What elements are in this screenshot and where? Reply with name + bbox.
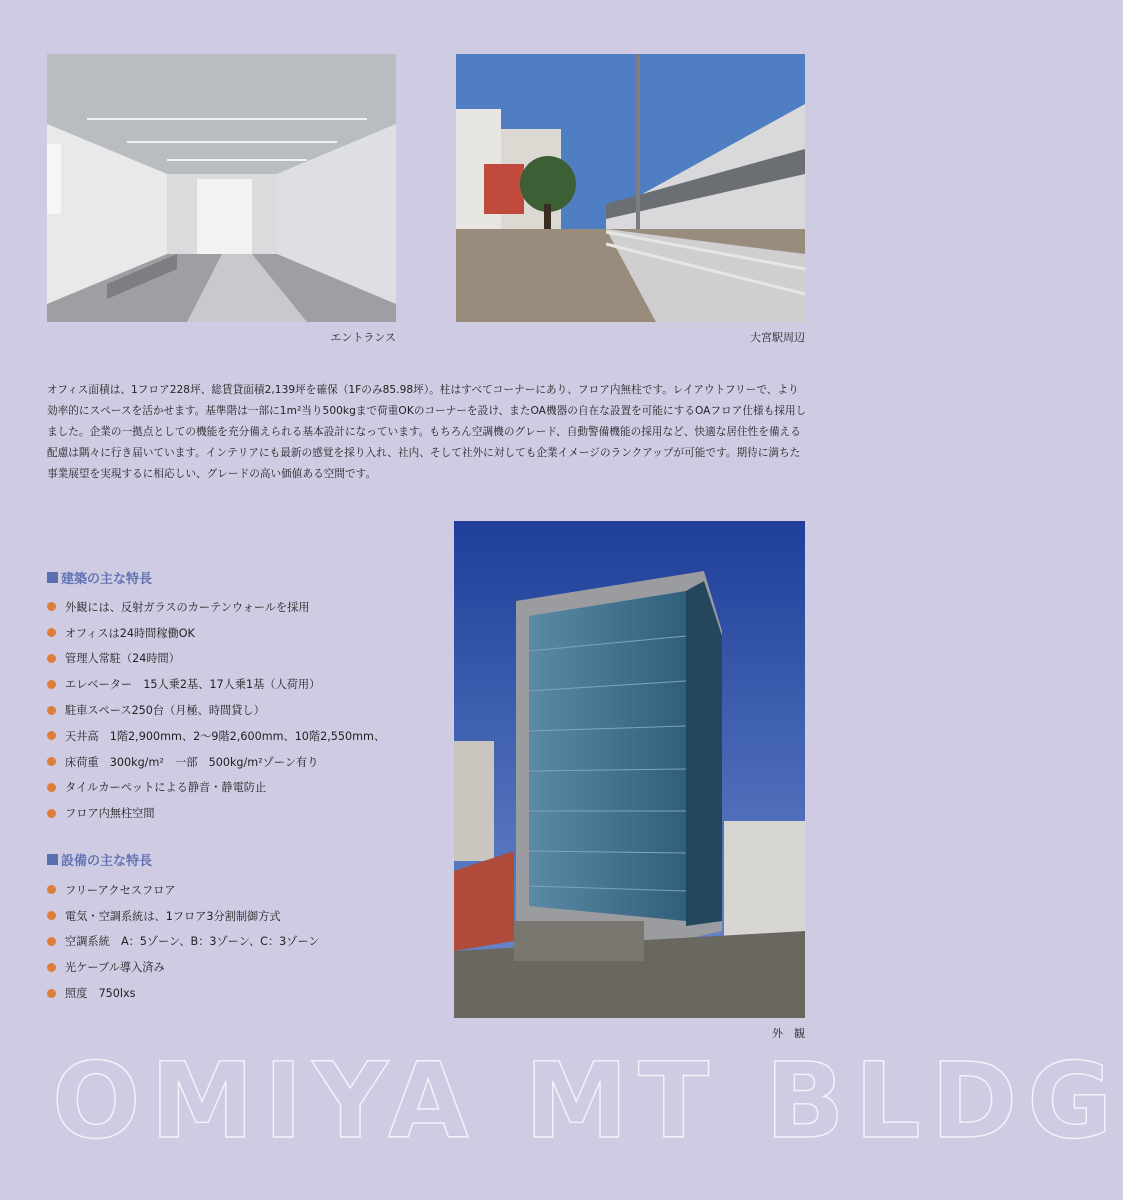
bullet-icon	[47, 731, 56, 740]
list-item: 照度 750lxs	[47, 980, 320, 1006]
building-features-heading	[47, 568, 152, 587]
bullet-icon	[47, 654, 56, 663]
equipment-features-list	[47, 877, 320, 1006]
entrance-caption: エントランス	[330, 331, 396, 344]
bullet-icon	[47, 602, 56, 611]
heading-square-icon	[47, 572, 58, 583]
list-item: 駐車スペース250台（月極、時間貸し）	[47, 697, 385, 723]
description-paragraph: オフィス面積は、1フロア228坪、総賃貸面積2,139坪を確保（1Fのみ85.98坪）。柱はすべてコーナーにあり、フロア内無柱です。レイアウトフリーで、より効率的にスペースを活かせます。基準階は一部に1m²当り500kgまで荷重OKのコーナーを設け、またOA機器の自在な設置を可能にするOAフロア仕様も採用しました。企業の一拠点としての機能を充分備えられる基本設計になっています。もちろん空調機のグレード、自動警備機能の採用など、快適な居住性を備える配慮は隅々に行き届いています。インテリアにも最新の感覚を採り入れ、社内、そして社外に対しても企業イメージのランクアップが可能です。期待に満ちた事業展望を実現するに相応しい、グレードの高い価値ある空間です。	[47, 384, 807, 480]
list-item: 空調系統 A：5ゾーン、B：3ゾーン、C：3ゾーン	[47, 929, 320, 955]
bullet-icon	[47, 757, 56, 766]
station-caption: 大宮駅周辺	[750, 331, 805, 344]
list-item: 天井高 1階2,900mm、2〜9階2,600mm、10階2,550mm、	[47, 723, 385, 749]
bullet-icon	[47, 783, 56, 792]
list-item: タイルカーペットによる静音・静電防止	[47, 775, 385, 801]
building-name-watermark: OMIYA MT BLDG	[52, 1040, 1123, 1162]
bullet-icon	[47, 963, 56, 972]
list-item: フロア内無柱空間	[47, 800, 385, 826]
list-item: フリーアクセスフロア	[47, 877, 320, 903]
building-features-title: 建築の主な特長	[61, 572, 153, 587]
list-item: エレベーター 15人乗2基、17人乗1基（人荷用）	[47, 671, 385, 697]
list-item: 光ケーブル導入済み	[47, 954, 320, 980]
list-item: 床荷重 300kg/m² 一部 500kg/m²ゾーン有り	[47, 749, 385, 775]
heading-square-icon	[47, 854, 58, 865]
exterior-caption: 外 観	[772, 1027, 805, 1040]
bullet-icon	[47, 809, 56, 818]
equipment-features-heading	[47, 850, 152, 869]
list-item: 管理人常駐（24時間）	[47, 646, 385, 672]
exterior-photo	[454, 521, 805, 1018]
entrance-photo	[47, 54, 396, 322]
bullet-icon	[47, 680, 56, 689]
list-item: 電気・空調系統は、1フロア3分割制御方式	[47, 903, 320, 929]
bullet-icon	[47, 911, 56, 920]
bullet-icon	[47, 885, 56, 894]
equipment-features-title: 設備の主な特長	[61, 854, 153, 869]
list-item: オフィスは24時間稼働OK	[47, 620, 385, 646]
bullet-icon	[47, 989, 56, 998]
building-features-list	[47, 594, 385, 826]
station-area-photo	[456, 54, 805, 322]
bullet-icon	[47, 937, 56, 946]
bullet-icon	[47, 628, 56, 637]
list-item: 外観には、反射ガラスのカーテンウォールを採用	[47, 594, 385, 620]
bullet-icon	[47, 706, 56, 715]
